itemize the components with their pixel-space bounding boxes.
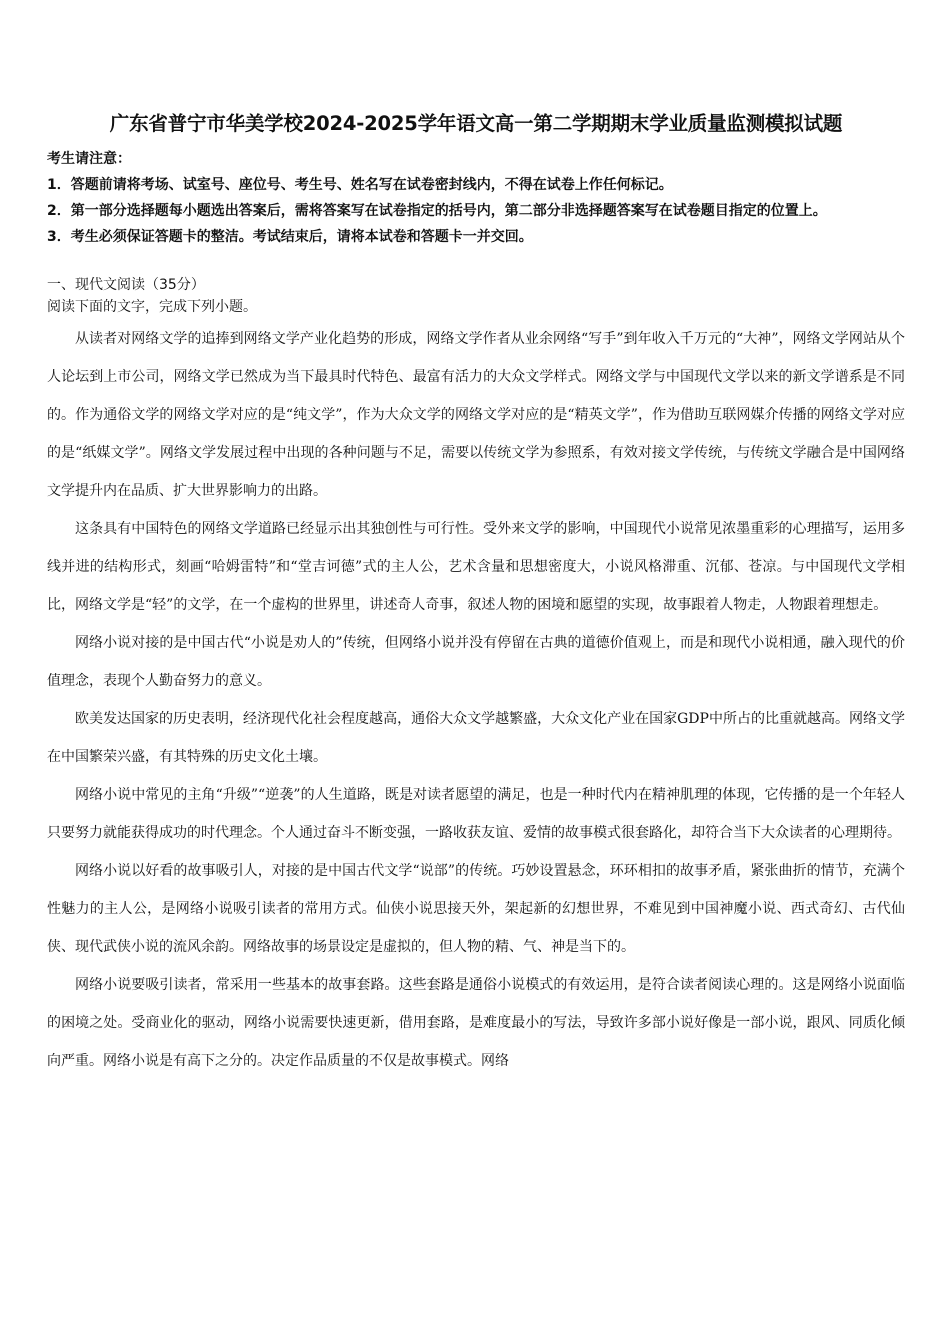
exam-title: 广东省普宁市华美学校2024-2025学年语文高一第二学期期末学业质量监测模拟试题 bbox=[109, 112, 843, 135]
passage-paragraph: 网络小说对接的是中国古代“小说是劝人的”传统，但网络小说并没有停留在古典的道德价值观上，而是和现代小说相通，融入现代的价值理念，表现个人勤奋努力的意义。 bbox=[47, 635, 905, 689]
section-intro: 阅读下面的文字，完成下列小题。 bbox=[47, 299, 257, 315]
passage-paragraph: 网络小说以好看的故事吸引人，对接的是中国古代文学“说部”的传统。巧妙设置悬念，环环相扣的故事矛盾，紧张曲折的情节，充满个性魅力的主人公，是网络小说吸引读者的常用方式。仙侠小说思接天外，架起新的幻想世界，不难见到中国神魔小说、西式奇幻、古代仙侠、现代武侠小说的流风余韵。网络故事的场景设定是虚拟的，但人物的精、气、神是当下的。 bbox=[47, 863, 905, 955]
passage-paragraph: 网络小说中常见的主角“升级”“逆袭”的人生道路，既是对读者愿望的满足，也是一种时代内在精神肌理的体现，它传播的是一个年轻人只要努力就能获得成功的时代理念。个人通过奋斗不断变强，一路收获友谊、爱情的故事模式很套路化，却符合当下大众读者的心理期待。 bbox=[47, 787, 905, 841]
notice-item: 3．考生必须保证答题卡的整洁。考试结束后，请将本试卷和答题卡一并交回。 bbox=[47, 229, 533, 245]
passage-paragraph: 从读者对网络文学的追捧到网络文学产业化趋势的形成，网络文学作者从业余网络“写手”到年收入千万元的“大神”，网络文学网站从个人论坛到上市公司，网络文学已然成为当下最具时代特色、最富有活力的大众文学样式。网络文学与中国现代文学以来的新文学谱系是不同的。作为通俗文学的网络文学对应的是“纯文学”，作为大众文学的网络文学对应的是“精英文学”，作为借助互联网媒介传播的网络文学对应的是“纸媒文学”。网络文学发展过程中出现的各种问题与不足，需要以传统文学为参照系，有效对接文学传统，与传统文学融合是中国网络文学提升内在品质、扩大世界影响力的出路。 bbox=[47, 331, 905, 499]
notice-heading: 考生请注意： bbox=[47, 151, 131, 167]
notice-item: 2．第一部分选择题每小题选出答案后，需将答案写在试卷指定的括号内，第二部分非选择题答案写在试卷题目指定的位置上。 bbox=[47, 203, 827, 219]
passage-paragraph: 欧美发达国家的历史表明，经济现代化社会程度越高，通俗大众文学越繁盛，大众文化产业在国家GDP中所占的比重就越高。网络文学在中国繁荣兴盛，有其特殊的历史文化土壤。 bbox=[47, 711, 905, 765]
notice-block bbox=[47, 146, 905, 250]
notice-item: 1．答题前请将考场、试室号、座位号、考生号、姓名写在试卷密封线内，不得在试卷上作任何标记。 bbox=[47, 177, 673, 193]
passage-paragraph: 这条具有中国特色的网络文学道路已经显示出其独创性与可行性。受外来文学的影响，中国现代小说常见浓墨重彩的心理描写，运用多线并进的结构形式，刻画“哈姆雷特”和“堂吉诃德”式的主人公，艺术含量和思想密度大，小说风格滞重、沉郁、苍凉。与中国现代文学相比，网络文学是“轻”的文学，在一个虚构的世界里，讲述奇人奇事，叙述人物的困境和愿望的实现，故事跟着人物走，人物跟着理想走。 bbox=[47, 521, 905, 613]
section-heading: 一、现代文阅读（35分） bbox=[47, 277, 205, 293]
passage-paragraph: 网络小说要吸引读者，常采用一些基本的故事套路。这些套路是通俗小说模式的有效运用，是符合读者阅读心理的。这是网络小说面临的困境之处。受商业化的驱动，网络小说需要快速更新，借用套路，是难度最小的写法，导致许多部小说好像是一部小说，跟风、同质化倾向严重。网络小说是有高下之分的。决定作品质量的不仅是故事模式。网络 bbox=[47, 977, 905, 1069]
reading-passage bbox=[47, 320, 905, 1080]
document-page bbox=[47, 108, 905, 1080]
